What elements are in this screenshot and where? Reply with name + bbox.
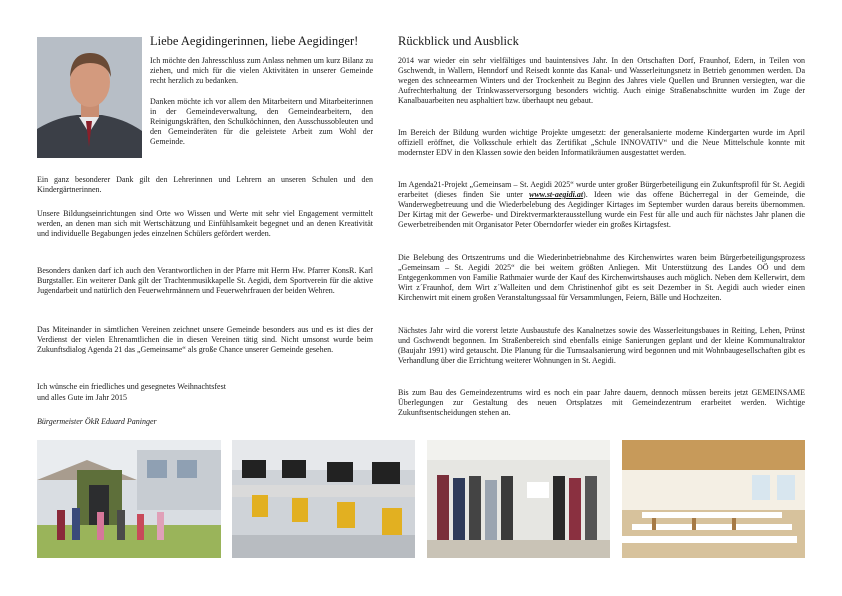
mayor-portrait [37, 37, 142, 158]
review-heading: Rückblick und Ausblick [398, 34, 519, 48]
banquet-hall-photo [622, 440, 805, 558]
education-paragraph: Unsere Bildungseinrichtungen sind Orte wo Wissen und Werte mit sehr viel Engagement vermittelt werden, an denen man sich mit Wertschätzung und Einfühlsamkeit begegnet und an denen Kreativität und individuelle Begabungen jedes einzelnen Schülers gefördert werden. [37, 209, 373, 239]
agenda21-text-a: Im Agenda21-Projekt „Gemeinsam – St. Aegidi 2025“ wurde unter großer Bürgerbeteiligung ein Zukunftsprofil für St. Aegidi erarbeitet (dieses finden Sie unter [398, 180, 805, 200]
community-center-paragraph: Bis zum Bau des Gemeindezentrums wird es noch ein paar Jahre dauern, dennoch müssen bereits jetzt GEMEINSAME Überlegungen zur Gestaltung des neuen Ortsplatzes mit Gemeindezentrum erarbeitet werden. Wichtige Zukunftsentscheidungen stehen an. [398, 388, 805, 418]
teachers-paragraph: Ein ganz besonderer Dank gilt den Lehrerinnen und Lehrern an unseren Schulen und den Kindergärtnerinnen. [37, 175, 373, 195]
computer-room-photo [232, 440, 415, 558]
parish-paragraph: Besonders danken darf ich auch den Verantwortlichen in der Pfarre mit Herrn Hw. Pfarrer KonsR. Karl Burgstaller. Ein weiterer Dank gilt der Trachtenmusikkapelle St. Aegidi, dem Sportverein für die aktive Jugendarbeit und natürlich den Feuerwehrmännern und Feuerwehrfrauen der beiden Wehren. [37, 266, 373, 296]
associations-paragraph: Das Miteinander in sämtlichen Vereinen zeichnet unsere Gemeinde besonders aus und es ist dies der Verdienst der vielen Ehrenamtlichen die in diesen Vereinen tätig sind. Nicht umsonst wurde beim Zukunftsdialog Agenda 21 das „Gemeinsame“ als große Chance unserer Gemeinde gesehen. [37, 325, 373, 355]
agenda21-paragraph [398, 180, 805, 230]
group-photo [427, 440, 610, 558]
thanks-paragraph: Danken möchte ich vor allem den Mitarbeitern und Mitarbeiterinnen in der Gemeindeverwaltung, den Gemeindearbeitern, den Reinigungskräften, den Schulköchinnen, den Ausschussobleuten und den Gemeinderäten für die geleistete Arbeit zum Wohl der Gemeinde. [150, 97, 373, 147]
intro-paragraph: Ich möchte den Jahresschluss zum Anlass nehmen um kurz Bilanz zu ziehen, und mich für die vielen Aktivitäten in unserer Gemeinde recht herzlich zu bedanken. [150, 56, 373, 86]
agenda21-text-b: ). Ideen wie das offene Bücherregal in der Gemeinde, die Wanderwegbetreuung und die Wiederbelebung des Aegidinger Kirtages im September wurden daraus bereits übernommen. Der Kirtag mit der Gewerbe- und Direktvermarkterausstellung wurde ein Fest für alle und auch für nächstes Jahr planen die Gewerbetreibenden mit Organisator Peter Oberndorfer wieder ein großes Kirtagsfest. [398, 190, 806, 230]
wishes-line-1: Ich wünsche ein friedliches und gesegnetes Weihnachtsfest [37, 382, 226, 391]
infrastructure-paragraph: 2014 war wieder ein sehr vielfältiges und bauintensives Jahr. In den Ortschaften Dorf, Fraunhof, Edern, in Teilen von Gschwendt, in Wallern, Henndorf und Reisedt konnte das Kanal- und Wasserleitungsnetz in Betrieb genommen werden. Da wegen des schneearmen Winters und der Trockenheit zu Beginn des Jahres viele Quellen und Brunnen versiegten, war die Aufrechterhaltung der Trinkwasserversorgung besonders wichtig. Auch einige Straßenabschnitte wurden im Zuge der Kanalbauarbeiten neu asphaltiert bzw. überhaupt neu gebaut. [398, 56, 805, 106]
wishes-line-2: und alles Gute im Jahr 2015 [37, 393, 127, 402]
next-year-paragraph: Nächstes Jahr wird die vorerst letzte Ausbaustufe des Kanalnetzes sowie des Wasserleitungsbaues in Reiting, Lehen, Prünst und Gschwendt begonnen. Im Straßenbereich sind ebenfalls einige Sanierungen geplant und der kleine Kommunaltraktor (Baujahr 1991) wird getauscht. Die Planung für die Turnsaalsanierung wird begonnen und mit Wohnbaugesellschaften gibt es Verhandlung über die Errichtung weiterer Wohnungen in St. Aegidi. [398, 326, 805, 366]
kindergarten-photo [37, 440, 221, 558]
greeting-heading: Liebe Aegidingerinnen, liebe Aegidinger! [150, 34, 359, 48]
website-link[interactable]: www.st-aegidi.at [529, 190, 584, 200]
town-center-paragraph: Die Belebung des Ortszentrums und die Wiederinbetriebnahme des Kirchenwirtes waren beim Bürgerbeteiligungsprozess „Gemeinsam – St. Aegidi 2025“ die bei weitem größten Anliegen. Mit Unterstützung des Landes OÖ und dem Entgegenkommen von Familie Rathmaier wurde der Kauf des Kirchenwirtshauses auch möglich. Neben dem Kellerwirt, dem Wirt z´Fraunhof, dem Wirt z´Walleiten und dem Christinenhof gibt es seit Dezember in St. Aegidi auch wieder einen Kirchenwirt mit einem großen Veranstaltungssaal für Versammlungen, Feiern, Bälle und Hochzeiten. [398, 253, 805, 303]
mayor-signature: Bürgermeister ÖkR Eduard Paninger [37, 417, 157, 426]
education-projects-paragraph: Im Bereich der Bildung wurden wichtige Projekte umgesetzt: der generalsanierte moderne Kindergarten wurde im April offiziell eröffnet, die Volksschule erhielt das Zertifikat „Schule INNOVATIV“ und die Neue Mittelschule konnte mit modernster EDV in den Klassen sowie den beiden Informatikräumen ausgestattet werden. [398, 128, 805, 158]
